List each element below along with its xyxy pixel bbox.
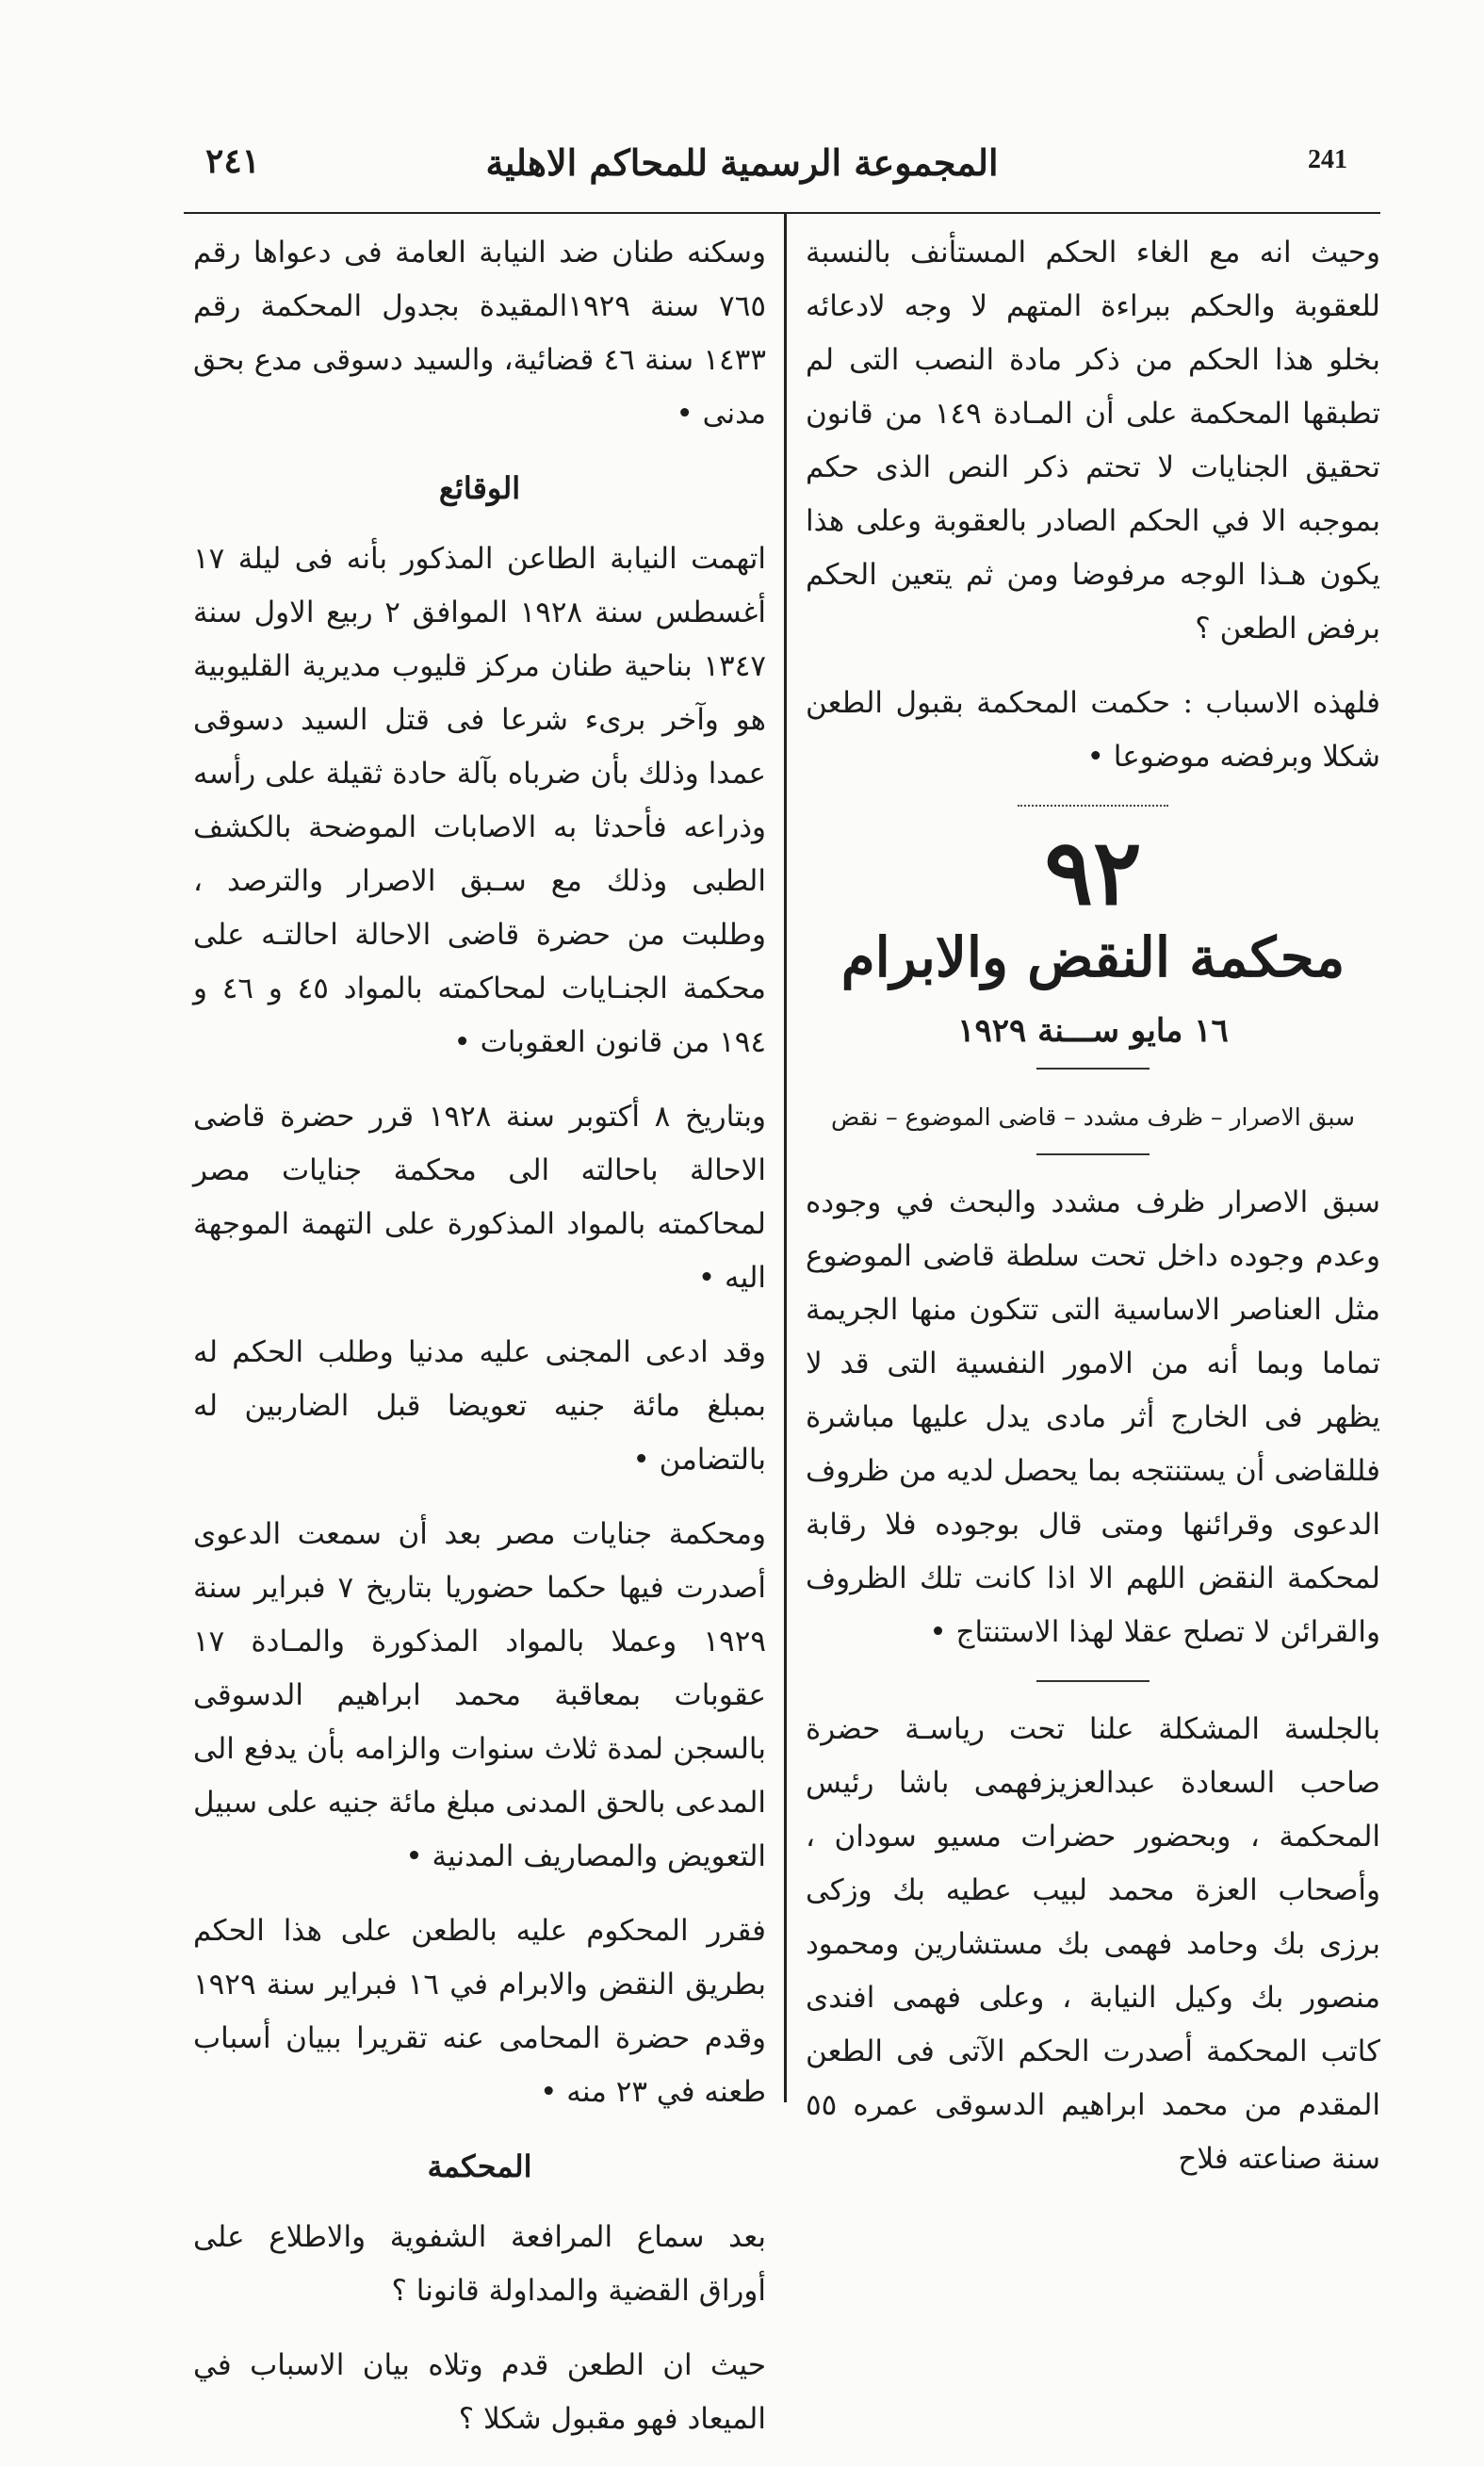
page-header: [0, 141, 1484, 198]
paragraph: وسكنه طنان ضد النيابة العامة فى دعواها رقم ٧٦٥ سنة ١٩٢٩المقيدة بجدول المحكمة رقم ١٤٣٣ سنة ٤٦ قضائية، والسيد دسوقى مدع بحق مدنى •: [193, 236, 766, 431]
paragraph: حيث ان الطعن قدم وتلاه بيان الاسباب في الميعاد فهو مقبول شكلا ؟: [193, 2348, 766, 2436]
paragraph: وقد ادعى المجنى عليه مدنيا وطلب الحكم له بمبلغ مائة جنيه تعويضا قبل الضاربين له بالتضامن •: [193, 1335, 766, 1477]
column-divider: [784, 213, 787, 2102]
paragraph: وحيث انه مع الغاء الحكم المستأنف بالنسبة للعقوبة والحكم ببراءة المتهم لا وجه لادعائه بخلو هذا الحكم من ذكر مادة النصب التى لم تطبقها المحكمة على أن المـادة ١٤٩ من قانون تحقيق الجنايات لا تحتم ذكر النص الذى حكم بموجبه الا في الحكم الصادر بالعقوبة وعلى هذا يكون هـذا الوجه مرفوضا ومن ثم يتعين الحكم برفض الطعن ؟: [806, 236, 1380, 645]
paragraph: بعد سماع المرافعة الشفوية والاطلاع على أوراق القضية والمداولة قانونا ؟: [193, 2220, 766, 2308]
header-rule: [184, 212, 1380, 214]
section-heading-court: المحكمة: [427, 2148, 532, 2184]
case-number: ٩٢: [1044, 819, 1142, 925]
case-date: ١٦ مايو ســـنة ١٩٢٩: [957, 1012, 1229, 1050]
left-column: [193, 226, 766, 2467]
separator: [1036, 1068, 1150, 1070]
section-heading-facts: الوقائع: [438, 470, 521, 506]
court-name: محكمة النقض والابرام: [840, 925, 1345, 989]
paragraph: اتهمت النيابة الطاعن المذكور بأنه فى ليلة ١٧ أغسطس سنة ١٩٢٨ الموافق ٢ ربيع الاول سنة ١٣٤٧ بناحية طنان مركز قليوب مديرية القليوبية هو وآخر برىء شرعا فى قتل السيد دسوقى عمدا وذلك بأن ضرباه بآلة حادة ثقيلة على رأسه وذراعه فأحدثا به الاصابات الموضحة بالكشف الطبى وذلك مع سـبق الاصرار والترصد ، وطلبت من حضرة قاضى الاحالة احالتـه على محكمة الجنـايات لمحاكمته بالمواد ٤٥ و ٤٦ و ١٩٤ من قانون العقوبات •: [193, 542, 766, 1059]
separator: [1036, 1680, 1150, 1682]
separator: [1018, 805, 1168, 807]
paragraph: وبتاريخ ٨ أكتوبر سنة ١٩٢٨ قرر حضرة قاضى الاحالة باحالته الى محكمة جنايات مصر لمحاكمته بالمواد المذكورة على التهمة الموجهة اليه •: [193, 1100, 766, 1295]
case-summary: سبق الاصرار ظرف مشدد والبحث في وجوده وعدم وجوده داخل تحت سلطة قاضى الموضوع مثل العناصر الاساسية التى تتكون منها الجريمة تماما وبما أنه من الامور النفسية التى قد لا يظهر فى الخارج أثر مادى يدل عليها مباشرة فللقاضى أن يستنتجه بما يحصل لديه من ظروف الدعوى وقرائنها ومتى قال بوجوده فلا رقابة لمحكمة النقض اللهم الا اذا كانت تلك الظروف والقرائن لا تصلح عقلا لهذا الاستنتاج •: [806, 1185, 1380, 1649]
case-keywords: سبق الاصرار – ظرف مشدد – قاضى الموضوع – نقض: [830, 1103, 1356, 1131]
paragraph: فلهذه الاسباب : حكمت المحكمة بقبول الطعن شكلا وبرفضه موضوعا •: [806, 686, 1380, 774]
separator: [1036, 1153, 1150, 1155]
page-number-arabic: ٢٤١: [205, 141, 261, 181]
journal-title: المجموعة الرسمية للمحاكم الاهلية: [485, 141, 999, 184]
right-column: [806, 226, 1380, 2207]
page-number-latin: 241: [1308, 145, 1347, 174]
paragraph: ومحكمة جنايات مصر بعد أن سمعت الدعوى أصدرت فيها حكما حضوريا بتاريخ ٧ فبراير سنة ١٩٢٩ وعملا بالمواد المذكورة والمـادة ١٧ عقوبات بمعاقبة محمد ابراهيم الدسوقى بالسجن لمدة ثلاث سنوات والزامه بأن يدفع الى المدعى بالحق المدنى مبلغ مائة جنيه على سبيل التعويض والمصاريف المدنية •: [193, 1517, 766, 1873]
paragraph: بالجلسة المشكلة علنا تحت رياسـة حضرة صاحب السعادة عبدالعزيزفهمى باشا رئيس المحكمة ، وبحضور حضرات مسيو سودان ، وأصحاب العزة محمد لبيب عطيه بك وزكى برزى بك وحامد فهمى بك مستشارين ومحمود منصور بك وكيل النيابة ، وعلى فهمى افندى كاتب المحكمة أصدرت الحكم الآتى فى الطعن المقدم من محمد ابراهيم الدسوقى عمره ٥٥ سنة صناعته فلاح: [806, 1712, 1380, 2176]
paragraph: فقرر المحكوم عليه بالطعن على هذا الحكم بطريق النقض والابرام في ١٦ فبراير سنة ١٩٢٩ وقدم حضرة المحامى عنه تقريرا ببيان أسباب طعنه في ٢٣ منه •: [193, 1914, 766, 2109]
